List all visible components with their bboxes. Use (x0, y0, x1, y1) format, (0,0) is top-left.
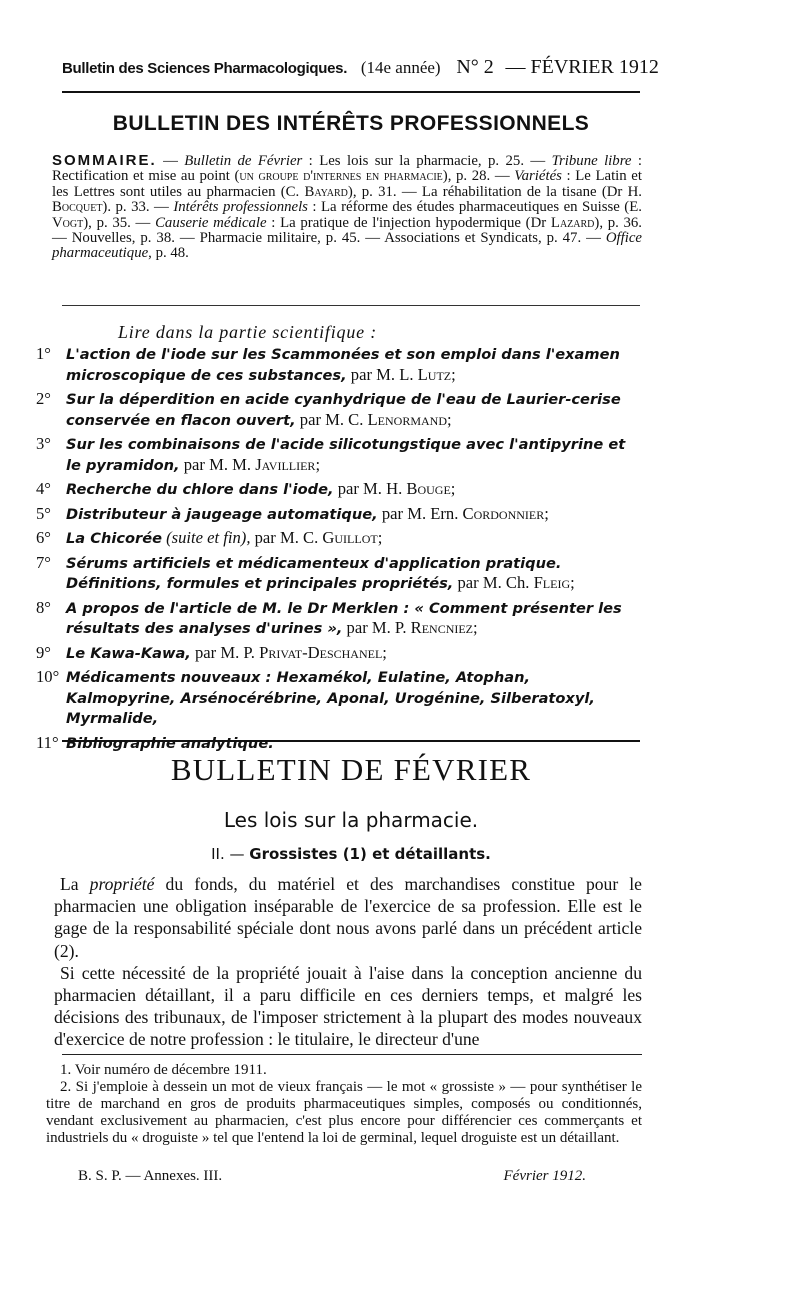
item-title: Médicaments nouveaux : Hexamékol, Eulatine, Atophan, Kalmopyrine, Arsénocérébrine, Aponal, Urogénine, Silberatoxyl, Myrmalide, (66, 669, 595, 727)
item-title-extra: (suite et fin), (162, 528, 251, 547)
item-title: Distributeur à jaugeage automatique, (66, 505, 378, 523)
paragraph (54, 873, 642, 962)
sommaire-text: Tribune libre (551, 153, 632, 169)
divider-rule (62, 305, 640, 306)
item-author: Guillot (322, 528, 378, 547)
sommaire-text: ). p. 33. — (102, 199, 174, 216)
lire-label: Lire dans la partie scientifique : (118, 322, 378, 342)
contents-item (36, 598, 644, 639)
sommaire-text: Variétés (514, 168, 562, 185)
item-by: par M. P. (342, 618, 411, 637)
contents-item (36, 553, 644, 594)
sommaire-text: Bayard (304, 183, 348, 200)
contents-item (36, 667, 644, 729)
sommaire-text: Bulletin de Février (184, 153, 303, 169)
body-text: propriété (89, 874, 155, 894)
sommaire-text: un groupe d'internes en pharmacie (239, 168, 443, 185)
sommaire-text: , p. 48. (148, 245, 189, 262)
contents-item (36, 528, 644, 549)
article-body (54, 873, 642, 1051)
sommaire-text: Vogt (52, 214, 84, 231)
item-number: 9° (36, 642, 51, 662)
item-title: L'action de l'iode sur les Scammonées et son emploi dans l'examen microscopique de ces substances, (66, 346, 620, 384)
sommaire-label: SOMMAIRE. (52, 152, 157, 169)
sommaire-text: : Le Latin et les Lettres sont utiles au pharmacien (C. (52, 168, 642, 200)
annee: (14e année) (360, 58, 441, 77)
sommaire-text: : La pratique de l'injection hypodermique (Dr (266, 214, 551, 231)
journal-name: Bulletin des Sciences Pharmacologiques. (62, 60, 348, 77)
sommaire: SOMMAIRE. — Bulletin de Février : Les lois sur la pharmacie, p. 25. — Tribune libre : Rectification et mise au point (un groupe d'internes en pharmacie), p. 28. — Variétés : Le Latin et les Lettres sont utiles au pharmacien (C. Bayard), p. 31. — La réhabilitation de la tisane (Dr H. Bocquet). p. 33. — Intérêts professionnels : La réforme des études pharmaceutiques en Suisse (E. Vogt), p. 35. — Causerie médicale : La pratique de l'injection hypodermique (Dr Lazard), p. 36. — Nouvelles, p. 38. — Pharmacie militaire, p. 45. — Associations et Syndicats, p. 47. — Office pharmaceutique, p. 48. (52, 152, 643, 262)
item-title: Sur la déperdition en acide cyanhydrique de l'eau de Laurier-cerise conservée en flacon ouvert, (66, 391, 621, 429)
item-title: Recherche du chlore dans l'iode, (66, 481, 334, 498)
sommaire-text: : Rectification et mise au point ( (52, 153, 642, 185)
contents-item (36, 643, 644, 664)
article-title: Les lois sur la pharmacie. (223, 808, 479, 832)
footnotes (46, 1062, 642, 1147)
sommaire-text: : Les lois sur la pharmacie, p. 25. — (302, 153, 546, 169)
issue-date: — FÉVRIER 1912 (505, 56, 659, 78)
item-end: ; (315, 454, 321, 474)
footer-left: B. S. P. — Annexes. III. (78, 1168, 223, 1184)
item-number: 3° (36, 434, 51, 453)
item-by: par M. M. (179, 454, 256, 474)
item-by: par M. Ch. (453, 573, 534, 592)
body-text: du fonds, du matériel et des marchandises constitue pour le pharmacien une obligation inséparable de l'exercice de sa profession. Elle est le gage de la responsabilité spéciale dont nous avons parlé dans un précédent article (2). (54, 874, 642, 961)
item-number: 5° (36, 503, 51, 523)
sommaire-text: Bocquet (52, 199, 103, 216)
item-author: Fleig (533, 573, 571, 592)
item-end: ; (570, 573, 575, 592)
sommaire-text: Intérêts professionnels (173, 199, 308, 216)
item-number: 8° (36, 597, 51, 617)
item-by: par M. H. (333, 479, 407, 498)
item-by: par M. P. (190, 642, 260, 662)
contents-item (36, 434, 644, 475)
item-author: Rencniez (410, 618, 474, 637)
sommaire-text: ), p. 28. — (442, 168, 515, 185)
item-number: 2° (36, 389, 51, 408)
item-by: par M. L. (346, 364, 418, 384)
contents-item (36, 733, 644, 754)
subtitle-text: Grossistes (1) et détaillants. (249, 845, 491, 863)
item-end: ; (450, 479, 456, 498)
bulletin-title: BULLETIN DE FÉVRIER (170, 752, 532, 787)
sommaire-text: : La réforme des études pharmaceutiques en Suisse (E. (307, 199, 642, 216)
contents-item (36, 504, 644, 525)
footnote: 2. Si j'emploie à dessein un mot de vieux français — le mot « grossiste » — pour synthétiser le titre de marchand en gros de produits pharmaceutiques simples, composés ou conditionnés, vendant exclusivement au pharmacien, c'est plus encore pour différencier ces commerçants et industriels du « droguiste » tel que l'entend la loi de germinal, lequel droguiste est un détaillant. (46, 1079, 642, 1146)
item-end: ; (447, 409, 452, 429)
subtitle-prefix: II. — (211, 845, 250, 863)
sommaire-text: ), p. 36. — Nouvelles, p. 38. — Pharmacie militaire, p. 45. — Associations et Syndicats, p. 47. — (52, 214, 643, 247)
contents-item (36, 479, 644, 500)
footer-right: Février 1912. (503, 1168, 586, 1184)
sommaire-text: Lazard (550, 214, 595, 231)
item-number: 4° (36, 479, 51, 498)
sommaire-text: Office pharmaceutique (52, 230, 642, 262)
item-title: A propos de l'article de M. le Dr Merklen : « Comment présenter les résultats des analyses d'urines », (66, 599, 622, 637)
scientific-contents (36, 344, 644, 757)
item-title: Le Kawa-Kawa, (66, 644, 191, 662)
item-author: Javillier (255, 454, 316, 474)
footnote-rule (62, 1054, 642, 1055)
contents-item (36, 344, 644, 385)
item-author: Lutz (417, 364, 452, 384)
item-number: 7° (36, 552, 51, 572)
item-title: Sur les combinaisons de l'acide silicotungstique avec l'antipyrine et le pyramidon, (66, 436, 626, 474)
running-header (62, 56, 659, 79)
item-author: Lenormand (367, 409, 448, 429)
item-title: Bibliographie analytique. (66, 734, 274, 752)
sommaire-text: Causerie médicale (155, 214, 267, 231)
item-end: ; (382, 642, 387, 662)
item-end: ; (473, 618, 478, 637)
item-author: Bouge (406, 479, 451, 498)
item-number: 11° (36, 732, 59, 752)
item-by: par M. C. (295, 409, 368, 429)
article-subtitle (62, 845, 640, 863)
paragraph: Si cette nécessité de la propriété jouait à l'aise dans la conception ancienne du pharmacien détaillant, il a paru difficile en ces derniers temps, et malgré les décisions des tribunaux, de l'imposer strictement à la plupart des modes nouveaux d'exercice de notre profession : le titulaire, le directeur d'une (54, 962, 642, 1050)
item-end: ; (377, 528, 383, 547)
sommaire-text: ), p. 35. — (83, 214, 156, 231)
sommaire-text: ), p. 31. — La réhabilitation de la tisane (Dr H. (347, 183, 642, 200)
item-number: 1° (36, 344, 51, 363)
item-number: 10° (36, 667, 60, 686)
item-end: ; (451, 364, 456, 384)
item-by: par M. Ern. (377, 503, 463, 523)
item-author: Cordonnier (462, 503, 545, 523)
item-title: La Chicorée (66, 530, 162, 547)
item-title: Sérums artificiels et médicamenteux d'application pratique. Définitions, formules et principales propriétés, (66, 554, 562, 592)
issue-number: N° 2 (456, 56, 494, 78)
item-by: par M. C. (250, 528, 323, 547)
contents-item (36, 389, 644, 430)
section-title: BULLETIN DES INTÉRÊTS PROFESSIONNELS (112, 112, 590, 135)
item-author: Privat-Deschanel (259, 642, 383, 662)
item-end: ; (544, 503, 549, 523)
divider-rule-thick (62, 740, 640, 742)
item-number: 6° (36, 528, 51, 547)
header-rule (62, 91, 640, 93)
body-text: La (60, 874, 90, 894)
footnote: 1. Voir numéro de décembre 1911. (60, 1062, 267, 1078)
